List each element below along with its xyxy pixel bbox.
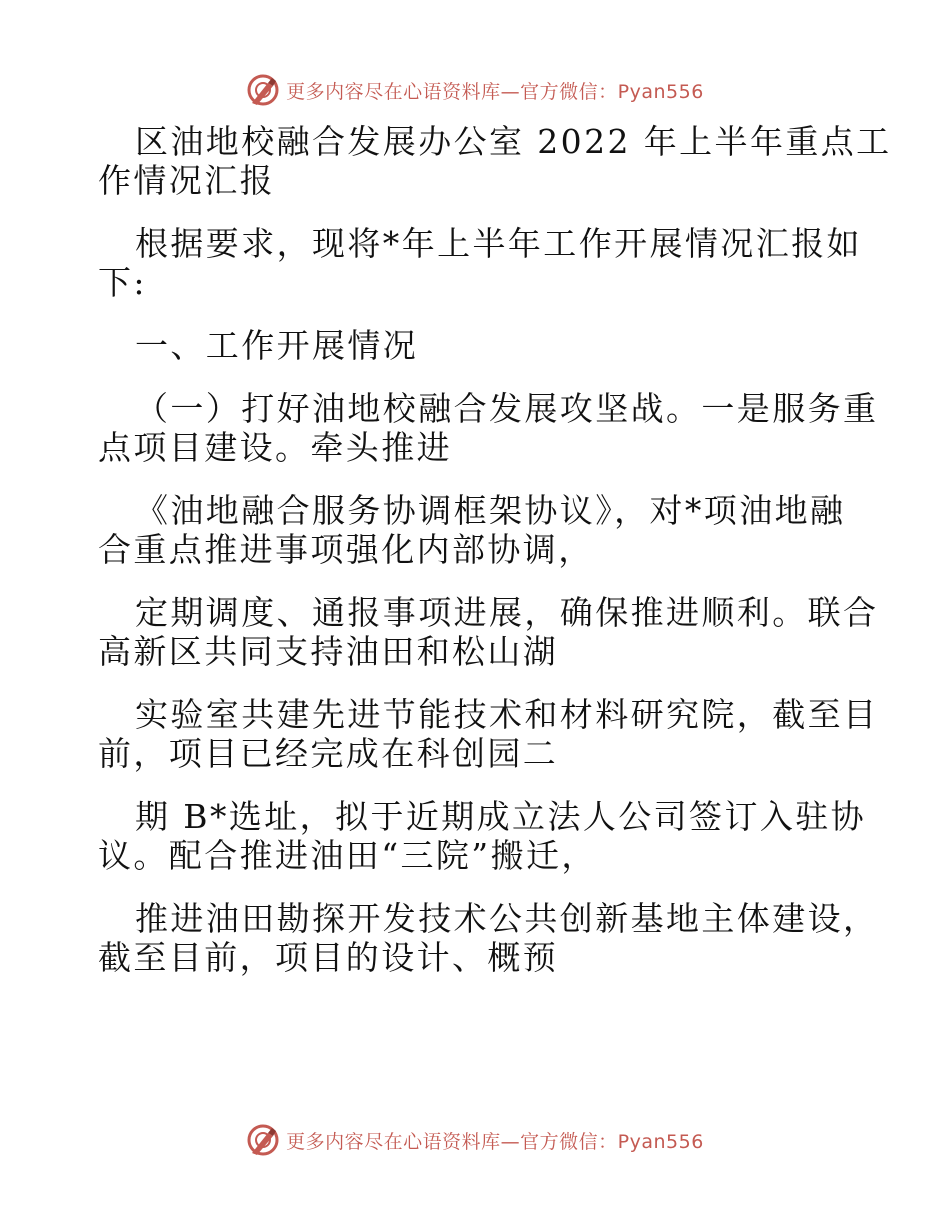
pen-logo-icon	[246, 1123, 280, 1157]
text-line: 一、工作开展情况	[135, 326, 419, 365]
text-line: 根据要求，现将*年上半年工作开展情况汇报如	[135, 224, 862, 263]
watermark-text: 更多内容尽在心语资料库—官方微信：Pyan556	[286, 80, 704, 103]
text-line: 高新区共同支持油田和松山湖	[98, 632, 559, 671]
text-line: 截至目前，项目的设计、概预	[98, 938, 559, 977]
header-watermark	[0, 70, 950, 110]
text-line: 实验室共建先进节能技术和材料研究院，截至目	[135, 695, 879, 734]
text-line: 推进油田勘探开发技术公共创新基地主体建设，	[135, 899, 879, 938]
text-line: 《油地融合服务协调框架协议》，对*项油地融	[135, 491, 846, 530]
text-line: （一）打好油地校融合发展攻坚战。一是服务重	[135, 389, 879, 428]
text-line: 下:	[98, 263, 147, 302]
pen-logo-icon	[246, 73, 280, 107]
text-line: 议。配合推进油田“三院”搬迁，	[98, 836, 597, 875]
text-line: 合重点推进事项强化内部协调，	[98, 530, 594, 569]
text-line: 作情况汇报	[98, 161, 275, 200]
footer-watermark	[0, 1120, 950, 1160]
text-line: 定期调度、通报事项进展，确保推进顺利。联合	[135, 593, 879, 632]
text-line: 前，项目已经完成在科创园二	[98, 734, 559, 773]
text-line: 点项目建设。牵头推进	[98, 428, 452, 467]
watermark-text: 更多内容尽在心语资料库—官方微信：Pyan556	[286, 1130, 704, 1153]
text-line: 期 B*选址，拟于近期成立法人公司签订入驻协	[135, 797, 867, 836]
document-body	[98, 122, 892, 977]
text-line: 区油地校融合发展办公室 2022 年上半年重点工	[135, 122, 892, 161]
